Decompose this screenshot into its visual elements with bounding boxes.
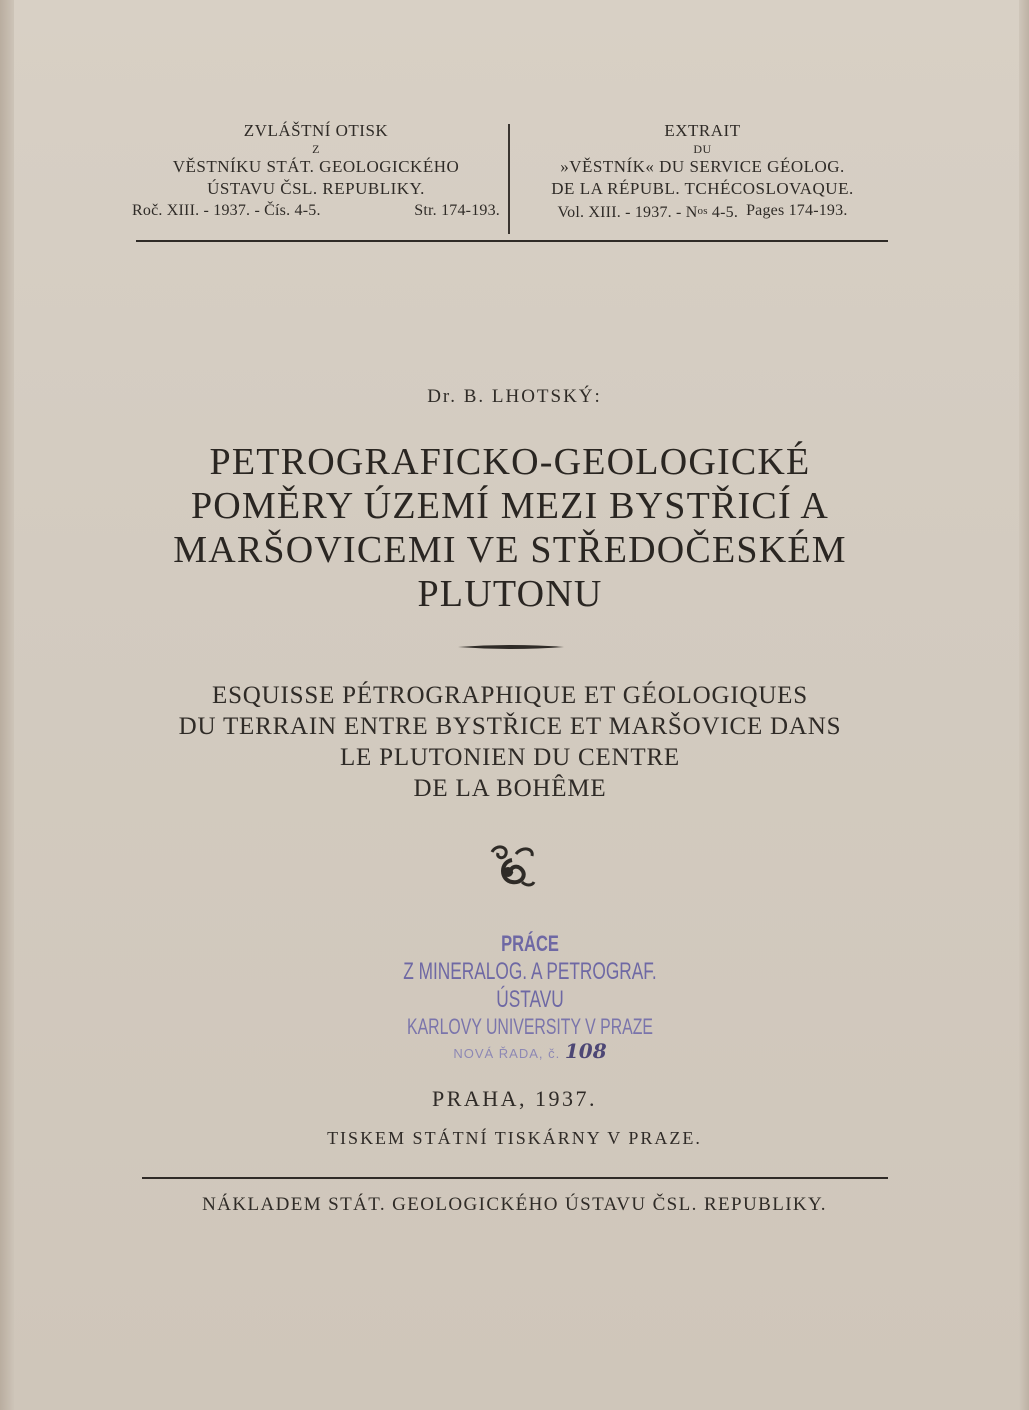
french-subtitle	[110, 680, 910, 804]
stamp-handwritten-number: 108	[564, 1039, 607, 1063]
header-french-line3: »VĚSTNÍK« DU SERVICE GÉOLOG.	[560, 157, 845, 176]
header-french-line4: DE LA RÉPUBL. TCHÉCOSLOVAQUE.	[551, 179, 854, 198]
header-french	[515, 120, 890, 224]
stamp-series-label: NOVÁ ŘADA, č.	[453, 1046, 561, 1061]
header-french-line1: EXTRAIT	[664, 121, 741, 140]
header-czech-line4: ÚSTAVU ČSL. REPUBLIKY.	[207, 179, 425, 198]
header-rule	[136, 240, 888, 242]
header-czech-pages: Str. 174-193.	[414, 202, 500, 219]
header-french-volume-text: Vol. XIII. - 1937. - N	[557, 204, 698, 221]
printer-line: TISKEM STÁTNÍ TISKÁRNY V PRAZE.	[327, 1128, 702, 1148]
title-line: POMĚRY ÚZEMÍ MEZI BYSTŘICÍ A	[190, 485, 830, 527]
footer-rule	[142, 1177, 888, 1179]
title-line: PLUTONU	[417, 573, 603, 615]
header-french-volume-tail: 4-5.	[707, 204, 739, 221]
title-line: MARŠOVICEMI VE STŘEDOČESKÉM	[173, 529, 847, 571]
header-czech-line1: ZVLÁŠTNÍ OTISK	[243, 121, 389, 140]
place-and-year: PRAHA, 1937.	[431, 1086, 598, 1111]
header-czech-line3: VĚSTNÍKU STÁT. GEOLOGICKÉHO	[172, 157, 460, 176]
header-czech-volume: Roč. XIII. - 1937. - Čís. 4-5.	[132, 202, 321, 219]
header-french-reference	[515, 200, 890, 224]
header-french-volume	[557, 200, 738, 224]
subtitle-line: LE PLUTONIEN DU CENTRE	[339, 744, 681, 771]
subtitle-line: DU TERRAIN ENTRE BYSTŘICE ET MARŠOVICE DANS	[178, 713, 842, 740]
library-stamp	[330, 930, 730, 1065]
main-title	[100, 440, 920, 616]
header-czech-line2: Z	[312, 142, 320, 156]
fleuron-ornament-icon	[482, 840, 542, 896]
stamp-line2: Z MINERALOG. A PETROGRAF. ÚSTAVU	[403, 958, 657, 1013]
author: Dr. B. LHOTSKÝ:	[427, 386, 602, 407]
header-czech	[132, 120, 500, 222]
subtitle-line: ESQUISSE PÉTROGRAPHIQUE ET GÉOLOGIQUES	[212, 682, 808, 709]
stamp-line4	[330, 1040, 730, 1065]
title-line: PETROGRAFICKO-GEOLOGICKÉ	[209, 441, 811, 483]
header-vertical-divider	[508, 124, 510, 234]
stamp-line1: PRÁCE	[501, 931, 559, 956]
ornamental-rule	[458, 644, 564, 650]
header-czech-reference	[132, 200, 500, 222]
header-french-pages: Pages 174-193.	[746, 202, 848, 219]
header-french-line2: DU	[693, 142, 712, 156]
header-french-volume-sup: os	[697, 205, 708, 217]
publisher-line: NÁKLADEM STÁT. GEOLOGICKÉHO ÚSTAVU ČSL. REPUBLIKY.	[202, 1194, 827, 1215]
stamp-line3: KARLOVY UNIVERSITY V PRAZE	[407, 1014, 653, 1039]
subtitle-line: DE LA BOHÊME	[413, 775, 607, 802]
